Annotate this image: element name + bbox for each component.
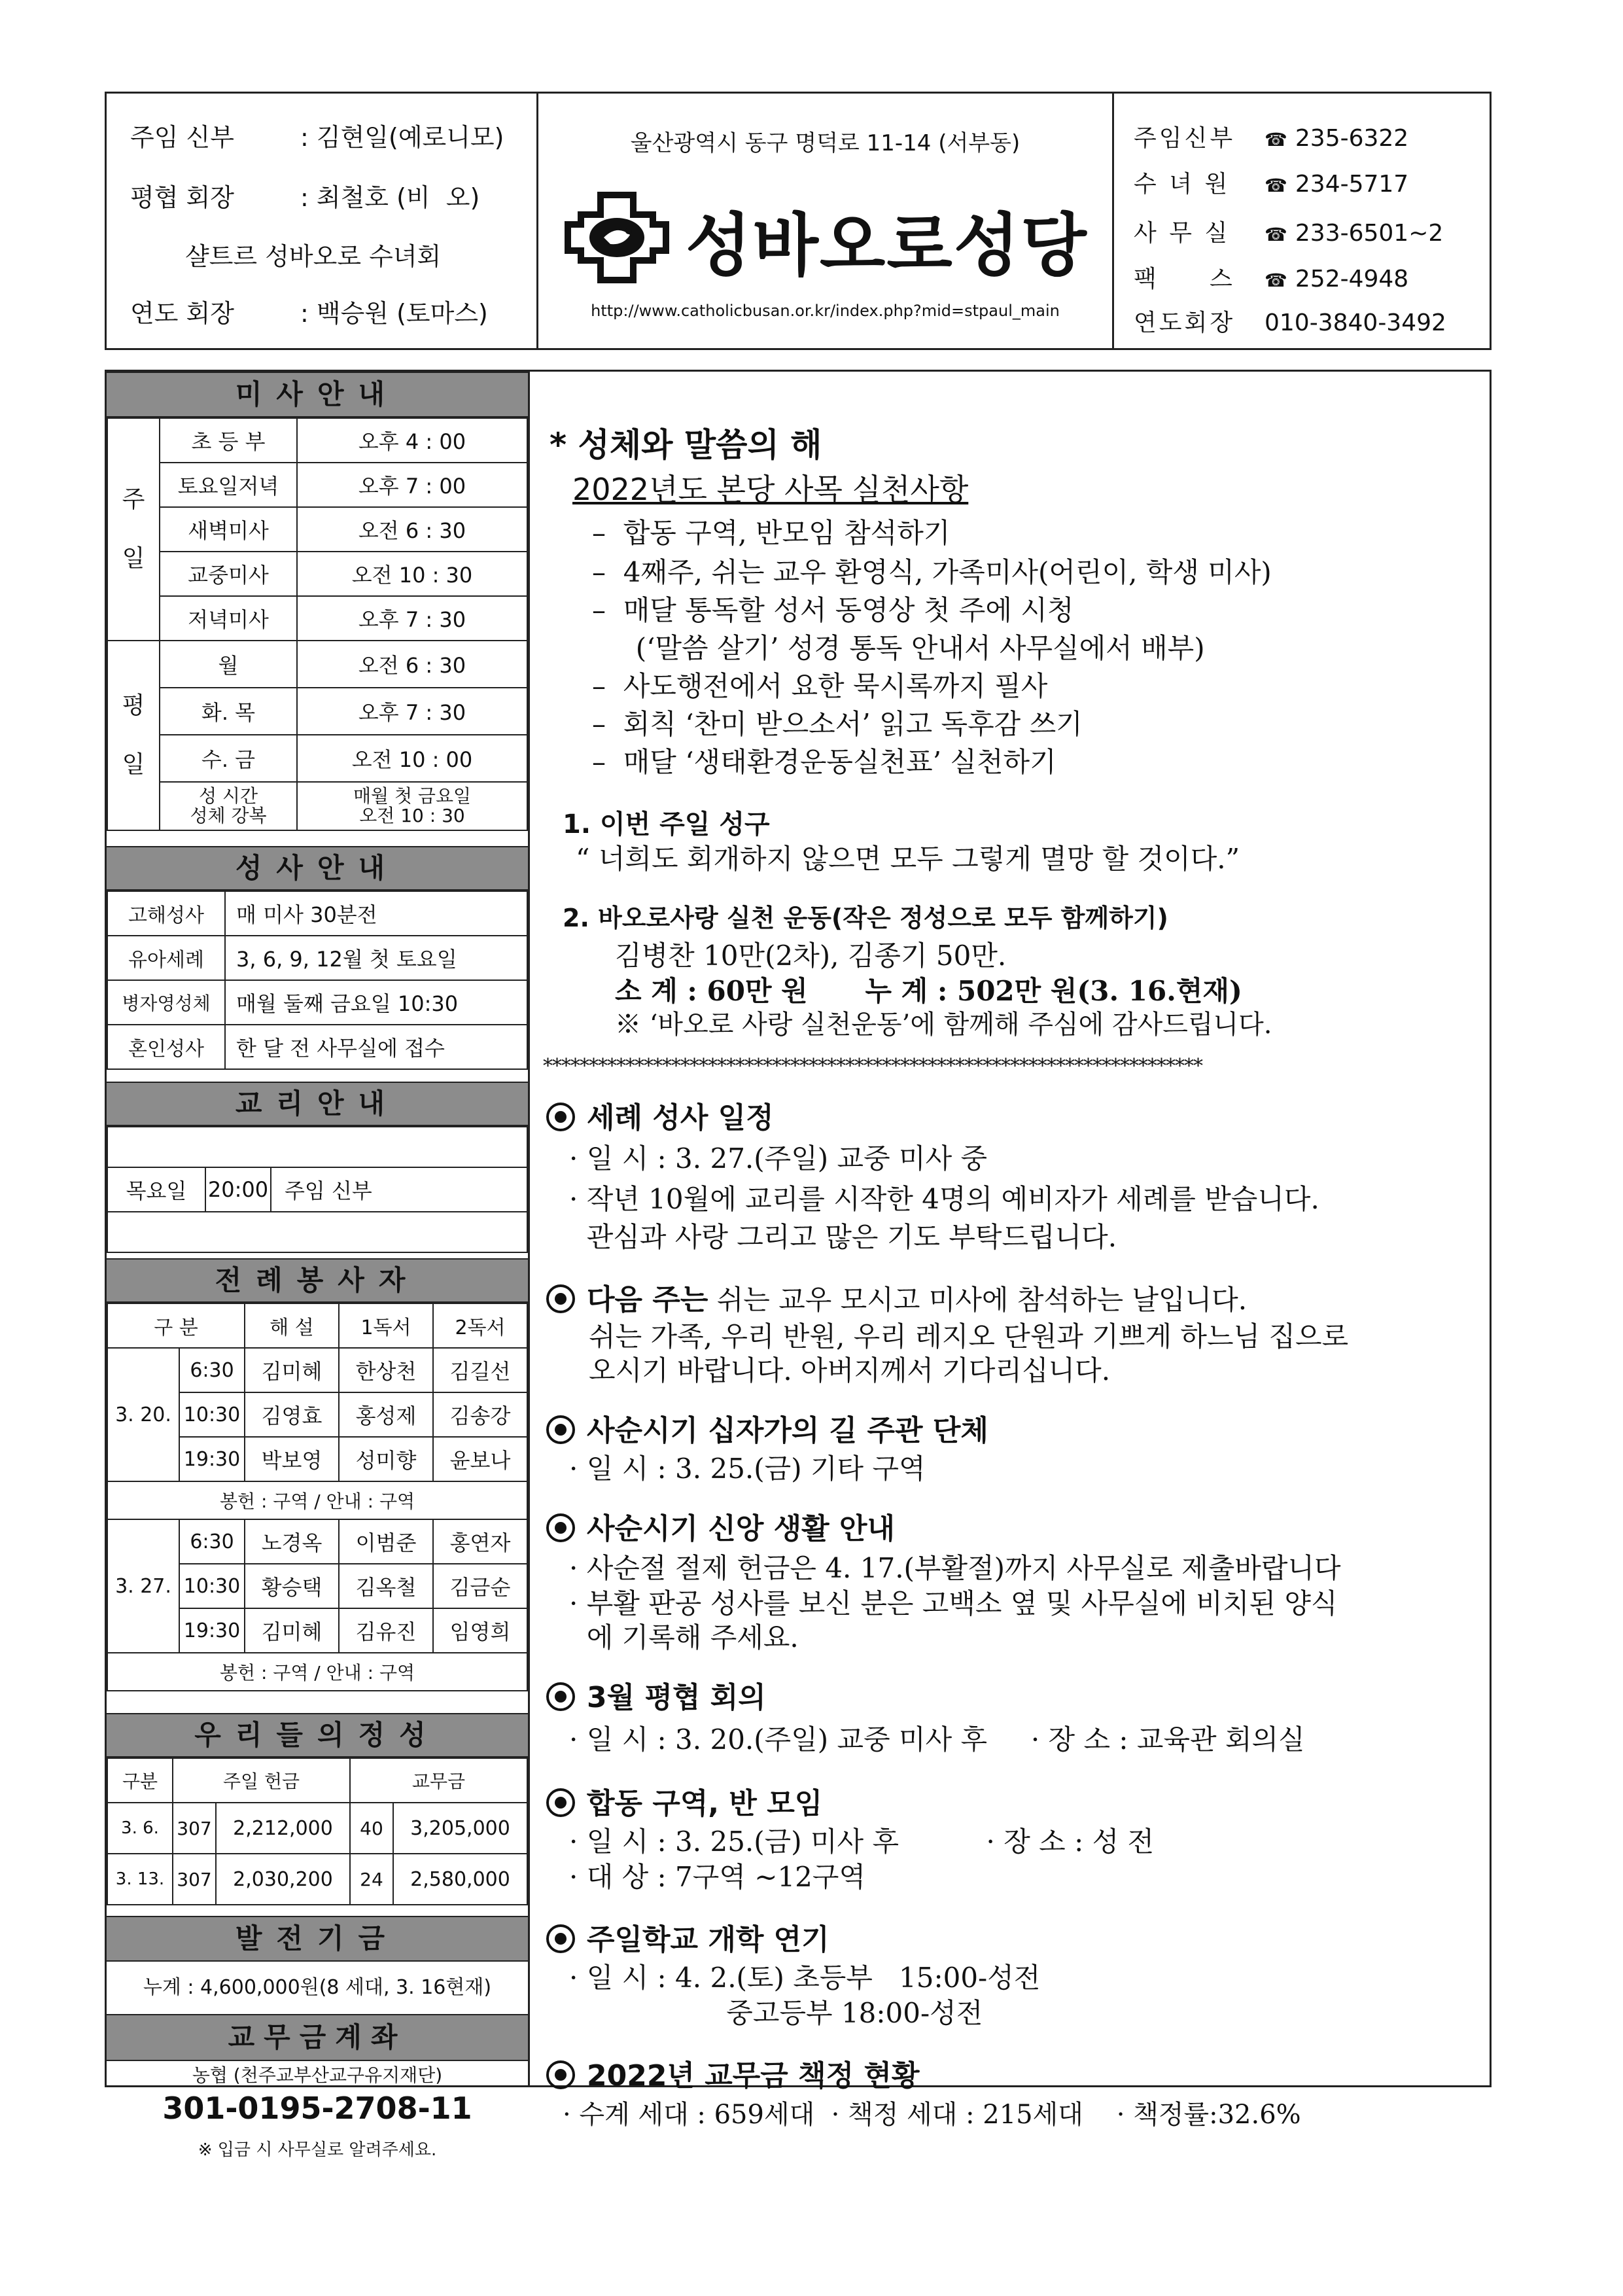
notice-baptism-title: 세례 성사 일정 bbox=[546, 1094, 774, 1136]
mass-name: 화. 목 bbox=[160, 688, 297, 735]
servers-commentator: 김미혜 bbox=[245, 1348, 339, 1392]
contact-priest: 주임신부 ☎ 235-6322 bbox=[1134, 125, 1409, 152]
bullet-icon bbox=[546, 1924, 575, 1953]
practice-title: 2022년도 본당 사목 실천사항 bbox=[572, 472, 969, 507]
bullet-icon bbox=[546, 1513, 575, 1542]
mass-name: 토요일저녁 bbox=[160, 463, 297, 507]
doctrine-time: 20:00 bbox=[205, 1167, 271, 1212]
weekly-verse-text: “ 너희도 회개하지 않으면 모두 그렇게 멸망 할 것이다.” bbox=[576, 843, 1240, 875]
servers-reader1: 성미향 bbox=[339, 1437, 433, 1481]
mass-time: 오후 4 : 00 bbox=[297, 418, 527, 463]
offering-count: 40 bbox=[350, 1803, 393, 1854]
church-logo-icon bbox=[565, 192, 669, 283]
header-staff-info bbox=[107, 94, 538, 348]
mass-time: 오전 6 : 30 bbox=[297, 641, 527, 688]
notice-line: · 일 시 : 3. 25.(금) 기타 구역 bbox=[569, 1453, 926, 1485]
section-divider: ************************************************************************ bbox=[543, 1055, 1202, 1078]
mass-time: 오전 10 : 00 bbox=[297, 735, 527, 782]
doctrine-teacher: 주임 신부 bbox=[271, 1167, 527, 1212]
practice-item: – 합동 구역, 반모임 참석하기 bbox=[592, 517, 951, 549]
servers-commentator: 김미혜 bbox=[245, 1608, 339, 1653]
practice-item: – 사도행전에서 요한 묵시록까지 필사 bbox=[592, 670, 1048, 702]
account-note: ※ 입금 시 사무실로 알려주세요. bbox=[198, 2140, 437, 2160]
notice-line: 오시기 바랍니다. 아버지께서 기다리십니다. bbox=[589, 1354, 1111, 1386]
notice-line: · 작년 10월에 교리를 시작한 4명의 예비자가 세례를 받습니다. bbox=[569, 1183, 1319, 1215]
notice-dues-title: 2022년 교무금 책정 현황 bbox=[546, 2052, 919, 2094]
sacrament-guide-title: 성사안내 bbox=[107, 846, 528, 891]
servers-time: 6:30 bbox=[179, 1348, 245, 1392]
dues-account-title: 교무금계좌 bbox=[107, 2014, 528, 2061]
bullet-icon bbox=[546, 1788, 575, 1817]
account-number: 301-0195-2708-11 bbox=[162, 2091, 472, 2126]
contact-office: 사 무 실 ☎ 233-6501~2 bbox=[1134, 220, 1444, 247]
church-name: 성바오로성당 bbox=[686, 205, 1088, 285]
phone-icon: ☎ bbox=[1265, 175, 1287, 196]
practice-item: (‘말씀 살기’ 성경 통독 안내서 사무실에서 배부) bbox=[592, 632, 1205, 664]
notice-line: 관심과 사랑 그리고 많은 기도 부탁드립니다. bbox=[569, 1221, 1117, 1253]
offering-date: 3. 13. bbox=[107, 1854, 173, 1905]
offering-count: 24 bbox=[350, 1854, 393, 1905]
development-fund-total: 누계 : 4,600,000원(8 세대, 3. 16현재) bbox=[143, 1976, 492, 1999]
servers-time: 19:30 bbox=[179, 1608, 245, 1653]
mass-name: 교중미사 bbox=[160, 552, 297, 596]
notice-line: · 대 상 : 7구역 ~12구역 bbox=[569, 1861, 866, 1893]
mass-name: 저녁미사 bbox=[160, 596, 297, 641]
notice-stations-title: 사순시기 십자가의 길 주관 단체 bbox=[546, 1407, 988, 1449]
mass-schedule-table bbox=[107, 417, 528, 831]
offering-amount: 3,205,000 bbox=[393, 1803, 527, 1854]
servers-commentator: 박보영 bbox=[245, 1437, 339, 1481]
notice-line: · 사순절 절제 헌금은 4. 17.(부활절)까지 사무실로 제출바랍니다 bbox=[569, 1552, 1341, 1584]
mass-name: 월 bbox=[160, 641, 297, 688]
notice-school-title: 주일학교 개학 연기 bbox=[546, 1916, 829, 1958]
servers-reader1: 홍성제 bbox=[339, 1392, 433, 1437]
bullet-icon bbox=[546, 1682, 575, 1711]
servers-date: 3. 20. bbox=[107, 1348, 179, 1481]
doctrine-empty-row bbox=[107, 1127, 527, 1167]
phone-icon: ☎ bbox=[1265, 270, 1287, 291]
servers-note: 봉헌 : 구역 / 안내 : 구역 bbox=[107, 1653, 527, 1691]
servers-commentator: 노경옥 bbox=[245, 1519, 339, 1564]
servers-reader2: 김금순 bbox=[433, 1564, 527, 1608]
notice-line: · 일 시 : 3. 25.(금) 미사 후 · 장 소 : 성 전 bbox=[569, 1826, 1155, 1858]
sunday-label: 주일 bbox=[107, 418, 160, 641]
paul-love-total: 소 계 : 60만 원 누 계 : 502만 원(3. 16.현재) bbox=[615, 975, 1242, 1007]
mass-name: 초 등 부 bbox=[160, 418, 297, 463]
offering-title: 우리들의정성 bbox=[107, 1713, 528, 1757]
servers-reader1: 김유진 bbox=[339, 1608, 433, 1653]
practice-item: – 4째주, 쉬는 교우 환영식, 가족미사(어린이, 학생 미사) bbox=[592, 556, 1272, 588]
offering-amount: 2,580,000 bbox=[393, 1854, 527, 1905]
offering-count: 307 bbox=[173, 1803, 216, 1854]
paul-love-names: 김병찬 10만(2차), 김종기 50만. bbox=[615, 940, 1007, 972]
header-contacts bbox=[1114, 94, 1493, 348]
offering-date: 3. 6. bbox=[107, 1803, 173, 1854]
weekday-label: 평일 bbox=[107, 641, 160, 830]
notice-line: · 수계 세대 : 659세대 · 책정 세대 : 215세대 · 책정률:32.6% bbox=[563, 2100, 1301, 2130]
sacrament-value: 매월 둘째 금요일 10:30 bbox=[225, 980, 527, 1025]
servers-time: 19:30 bbox=[179, 1437, 245, 1481]
servers-reader2: 김송강 bbox=[433, 1392, 527, 1437]
staff-line-funeral: 연도 회장 : 백승원 (토마스) bbox=[130, 299, 488, 328]
doctrine-table bbox=[107, 1126, 528, 1253]
notice-line: 중고등부 18:00-성전 bbox=[569, 1997, 983, 2029]
staff-line-priest: 주임 신부 : 김현일(예로니모) bbox=[130, 123, 504, 152]
church-address: 울산광역시 동구 명덕로 11-14 (서부동) bbox=[630, 130, 1021, 156]
servers-reader2: 임영희 bbox=[433, 1608, 527, 1653]
sacrament-table bbox=[107, 891, 528, 1070]
sacrament-name: 유아세례 bbox=[107, 936, 225, 980]
notice-line: 에 기록해 주세요. bbox=[569, 1621, 799, 1653]
contact-fax: 팩 스 ☎ 252-4948 bbox=[1134, 266, 1409, 292]
notice-line: · 일 시 : 4. 2.(토) 초등부 15:00-성전 bbox=[569, 1962, 1041, 1994]
sacrament-name: 고해성사 bbox=[107, 891, 225, 936]
notice-district-title: 합동 구역, 반 모임 bbox=[546, 1780, 822, 1822]
offering-count: 307 bbox=[173, 1854, 216, 1905]
notice-line: · 부활 판공 성사를 보신 분은 고백소 옆 및 사무실에 비치된 양식 bbox=[569, 1587, 1338, 1619]
paul-love-title: 2. 바오로사랑 실천 운동(작은 정성으로 모두 함께하기) bbox=[563, 904, 1168, 932]
servers-header: 해 설 bbox=[245, 1303, 339, 1348]
weekly-verse-title: 1. 이번 주일 성구 bbox=[563, 809, 770, 839]
servers-reader2: 김길선 bbox=[433, 1348, 527, 1392]
mass-name: 성 시간 성체 강복 bbox=[160, 782, 297, 830]
servers-commentator: 황승택 bbox=[245, 1564, 339, 1608]
bullet-icon bbox=[546, 1103, 575, 1131]
sacrament-name: 병자영성체 bbox=[107, 980, 225, 1025]
notice-line: · 일 시 : 3. 20.(주일) 교중 미사 후 · 장 소 : 교육관 회의실 bbox=[569, 1723, 1305, 1756]
notice-line: 쉬는 가족, 우리 반원, 우리 레지오 단원과 기쁘게 하느님 집으로 bbox=[589, 1320, 1349, 1352]
servers-header: 2독서 bbox=[433, 1303, 527, 1348]
servers-reader2: 윤보나 bbox=[433, 1437, 527, 1481]
offering-amount: 2,030,200 bbox=[216, 1854, 350, 1905]
liturgy-servers-title: 전례봉사자 bbox=[107, 1258, 528, 1303]
sacrament-value: 매 미사 30분전 bbox=[225, 891, 527, 936]
year-theme-title: * 성체와 말씀의 해 bbox=[550, 426, 822, 464]
notice-lent-title: 사순시기 신앙 생활 안내 bbox=[546, 1505, 895, 1547]
staff-line-council: 평협 회장 : 최철호 (비 오) bbox=[130, 183, 480, 212]
servers-header: 1독서 bbox=[339, 1303, 433, 1348]
mass-time: 오전 6 : 30 bbox=[297, 507, 527, 552]
doctrine-day: 목요일 bbox=[107, 1167, 205, 1212]
liturgy-servers-table bbox=[107, 1303, 528, 1691]
servers-reader1: 김옥철 bbox=[339, 1564, 433, 1608]
notice-next-week-title: 다음 주는 쉬는 교우 모시고 미사에 참석하는 날입니다. bbox=[546, 1276, 1247, 1318]
doctrine-guide-title: 교리안내 bbox=[107, 1082, 528, 1126]
header-church-title bbox=[538, 94, 1114, 348]
bullet-icon bbox=[546, 2060, 575, 2089]
practice-item: – 회칙 ‘찬미 받으소서’ 읽고 독후감 쓰기 bbox=[592, 708, 1083, 740]
sacrament-name: 혼인성사 bbox=[107, 1025, 225, 1069]
info-sidebar bbox=[105, 370, 530, 2087]
servers-commentator: 김영효 bbox=[245, 1392, 339, 1437]
servers-reader2: 홍연자 bbox=[433, 1519, 527, 1564]
mass-time: 오후 7 : 30 bbox=[297, 688, 527, 735]
bullet-icon bbox=[546, 1284, 575, 1313]
offering-table bbox=[107, 1757, 528, 1905]
contact-funeral-head: 연도회장 010-3840-3492 bbox=[1134, 309, 1446, 336]
offering-amount: 2,212,000 bbox=[216, 1803, 350, 1854]
development-fund-title: 발전기금 bbox=[107, 1916, 528, 1962]
practice-item: – 매달 통독할 성서 동영상 첫 주에 시청 bbox=[592, 594, 1074, 626]
church-url[interactable]: http://www.catholicbusan.or.kr/index.php?mid=stpaul_main bbox=[591, 302, 1060, 320]
mass-time: 오후 7 : 00 bbox=[297, 463, 527, 507]
contact-convent: 수 녀 원 ☎ 234-5717 bbox=[1134, 171, 1409, 198]
servers-date: 3. 27. bbox=[107, 1519, 179, 1653]
offering-header: 구분 bbox=[107, 1758, 173, 1803]
mass-guide-title: 미사안내 bbox=[107, 372, 528, 417]
account-bank: 농협 (천주교부산교구유지재단) bbox=[192, 2064, 443, 2086]
offering-header: 주일 헌금 bbox=[173, 1758, 350, 1803]
servers-time: 10:30 bbox=[179, 1392, 245, 1437]
phone-icon: ☎ bbox=[1265, 224, 1287, 245]
mass-time: 오후 7 : 30 bbox=[297, 596, 527, 641]
mass-time: 매월 첫 금요일 오전 10 : 30 bbox=[297, 782, 527, 830]
practice-item: – 매달 ‘생태환경운동실천표’ 실천하기 bbox=[592, 746, 1056, 778]
notice-line: · 일 시 : 3. 27.(주일) 교중 미사 중 bbox=[569, 1142, 988, 1174]
phone-icon: ☎ bbox=[1265, 129, 1287, 150]
servers-header: 구 분 bbox=[107, 1303, 245, 1348]
servers-time: 6:30 bbox=[179, 1519, 245, 1564]
offering-header: 교무금 bbox=[350, 1758, 527, 1803]
paul-love-thanks: ※ ‘바오로 사랑 실천운동’에 함께해 주심에 감사드립니다. bbox=[615, 1010, 1272, 1040]
servers-time: 10:30 bbox=[179, 1564, 245, 1608]
mass-time: 오전 10 : 30 bbox=[297, 552, 527, 596]
notice-council-title: 3월 평협 회의 bbox=[546, 1674, 766, 1716]
servers-reader1: 이범준 bbox=[339, 1519, 433, 1564]
servers-reader1: 한상천 bbox=[339, 1348, 433, 1392]
mass-name: 수. 금 bbox=[160, 735, 297, 782]
sacrament-value: 한 달 전 사무실에 접수 bbox=[225, 1025, 527, 1069]
bullet-icon bbox=[546, 1415, 575, 1444]
staff-line-sisters: 샬트르 성바오로 수녀회 bbox=[185, 242, 442, 271]
doctrine-empty-row bbox=[107, 1212, 527, 1252]
bulletin-header bbox=[105, 92, 1492, 350]
sacrament-value: 3, 6, 9, 12월 첫 토요일 bbox=[225, 936, 527, 980]
servers-note: 봉헌 : 구역 / 안내 : 구역 bbox=[107, 1481, 527, 1519]
mass-name: 새벽미사 bbox=[160, 507, 297, 552]
